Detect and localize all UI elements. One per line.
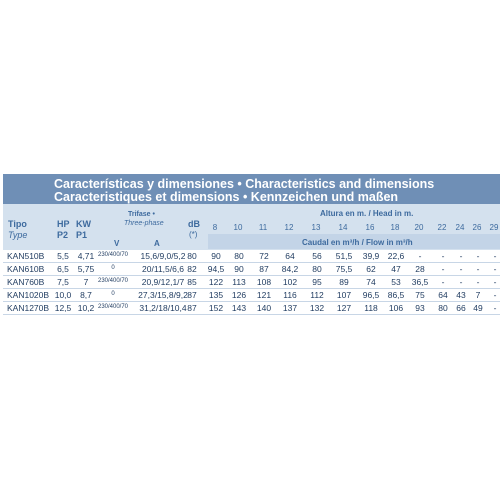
cell-flow: 108 — [256, 277, 272, 287]
cell-flow: - — [459, 277, 463, 287]
head-value: 24 — [455, 223, 465, 232]
cell-flow: - — [476, 251, 480, 261]
cell-flow: 132 — [309, 303, 325, 313]
cell-flow: 84,2 — [281, 264, 299, 274]
cell-flow: - — [493, 303, 497, 313]
cell-hp: 12,5 — [54, 303, 72, 313]
cell-flow: 112 — [310, 290, 324, 300]
cell-db: 85 — [187, 277, 197, 287]
cell-kw: 7 — [83, 277, 89, 287]
cell-flow: 113 — [232, 277, 246, 287]
cell-flow: 53 — [391, 277, 401, 287]
table-row — [3, 276, 500, 289]
cell-type: KAN1020B — [7, 290, 50, 300]
table-row — [3, 289, 500, 302]
header-altura: Altura en m. / Head in m. — [320, 209, 414, 218]
head-value: 14 — [338, 223, 348, 232]
cell-a: 15,6/9,0/5,2 — [140, 251, 186, 261]
cell-a: 27,3/15,8/9,2 — [138, 290, 188, 300]
cell-db: 87 — [187, 303, 197, 313]
header-p2: P2 — [57, 230, 69, 240]
cell-hp: 10,0 — [54, 290, 72, 300]
cell-flow: 36,5 — [411, 277, 429, 287]
cell-flow: 94,5 — [207, 264, 225, 274]
cell-flow: 80 — [234, 251, 244, 261]
cell-v: 230/400/70 — [97, 304, 129, 310]
cell-flow: 47 — [391, 264, 401, 274]
header-a: A — [154, 239, 160, 248]
cell-kw: 8,7 — [80, 290, 92, 300]
header-v: V — [114, 239, 120, 248]
cell-type: KAN510B — [7, 251, 45, 261]
cell-flow: 22,6 — [387, 251, 405, 261]
cell-flow: 64 — [438, 290, 448, 300]
cell-flow: 152 — [208, 303, 224, 313]
cell-flow: 121 — [256, 290, 272, 300]
head-value: 13 — [311, 223, 321, 232]
cell-flow: 95 — [312, 277, 322, 287]
cell-flow: 118 — [364, 303, 378, 313]
head-value: 18 — [390, 223, 400, 232]
cell-type: KAN610B — [7, 264, 45, 274]
table-row — [3, 302, 500, 315]
cell-flow: - — [459, 264, 463, 274]
header-tipo: Tipo — [8, 219, 27, 229]
cell-hp: 5,5 — [57, 251, 69, 261]
cell-flow: 126 — [231, 290, 247, 300]
head-value: 11 — [258, 223, 268, 232]
head-value: 16 — [365, 223, 375, 232]
header-hp: HP — [57, 219, 70, 229]
cell-flow: - — [441, 264, 445, 274]
cell-flow: 106 — [388, 303, 404, 313]
header-trifase: Trifase • — [128, 211, 155, 218]
cell-kw: 5,75 — [77, 264, 95, 274]
cell-hp: 7,5 — [57, 277, 69, 287]
cell-a: 20,9/12,1/7 — [141, 277, 185, 287]
cell-flow: 90 — [234, 264, 244, 274]
title-banner — [3, 174, 500, 204]
cell-flow: 39,9 — [362, 251, 380, 261]
cell-flow: 80 — [312, 264, 322, 274]
cell-hp: 6,5 — [57, 264, 69, 274]
title-line-1: Características y dimensiones • Characteristics and dimensions — [54, 177, 435, 191]
cell-flow: 116 — [283, 290, 297, 300]
header-db-sub: (*) — [189, 230, 198, 239]
cell-flow: 28 — [415, 264, 425, 274]
cell-flow: 127 — [336, 303, 352, 313]
cell-flow: 49 — [473, 303, 483, 313]
cell-flow: 107 — [336, 290, 352, 300]
cell-flow: 102 — [282, 277, 298, 287]
cell-a: 20/11,5/6,6 — [142, 264, 184, 274]
cell-a: 31,2/18/10,4 — [139, 303, 187, 313]
cell-db: 80 — [187, 251, 197, 261]
header-type: Type — [8, 230, 28, 240]
head-value: 26 — [472, 223, 482, 232]
head-value: 29 — [489, 223, 499, 232]
cell-flow: 74 — [366, 277, 376, 287]
header-three-phase: Three-phase — [124, 220, 164, 227]
data-table-body — [3, 250, 500, 315]
header-p1: P1 — [76, 230, 88, 240]
cell-flow: 51,5 — [335, 251, 353, 261]
head-value: 22 — [437, 223, 447, 232]
cell-flow: 93 — [415, 303, 425, 313]
header-caudal: Caudal en m³/h / Flow in m³/h — [302, 238, 413, 247]
cell-flow: 66 — [456, 303, 466, 313]
cell-flow: 137 — [282, 303, 298, 313]
head-value: 12 — [284, 223, 294, 232]
cell-flow: 64 — [285, 251, 295, 261]
cell-v: 230/400/70 — [97, 252, 129, 258]
cell-flow: 96,5 — [362, 290, 380, 300]
cell-flow: 89 — [339, 277, 349, 287]
cell-type: KAN760B — [7, 277, 45, 287]
cell-kw: 4,71 — [77, 251, 95, 261]
cell-flow: 75,5 — [335, 264, 353, 274]
cell-v: 230/400/70 — [97, 278, 129, 284]
cell-flow: - — [493, 277, 497, 287]
cell-flow: 140 — [256, 303, 272, 313]
cell-flow: - — [459, 251, 463, 261]
cell-flow: - — [493, 290, 497, 300]
cell-type: KAN1270B — [7, 303, 50, 313]
cell-flow: - — [493, 264, 497, 274]
title-line-2: Caracteristiques et dimensions • Kennzeichen und maßen — [54, 190, 399, 204]
cell-flow: - — [418, 251, 422, 261]
cell-kw: 10,2 — [77, 303, 95, 313]
cell-flow: 80 — [438, 303, 448, 313]
cell-flow: - — [476, 264, 480, 274]
cell-flow: 75 — [415, 290, 425, 300]
cell-flow: 135 — [208, 290, 224, 300]
cell-flow: 72 — [259, 251, 269, 261]
cell-flow: 86,5 — [387, 290, 405, 300]
head-value: 8 — [212, 223, 218, 232]
cell-flow: - — [476, 277, 480, 287]
cell-flow: 87 — [259, 264, 269, 274]
cell-flow: - — [441, 277, 445, 287]
table-row — [3, 263, 500, 276]
cell-flow: 56 — [312, 251, 322, 261]
cell-flow: 143 — [231, 303, 247, 313]
cell-flow: 90 — [211, 251, 221, 261]
cell-db: 82 — [187, 264, 197, 274]
cell-flow: 62 — [366, 264, 376, 274]
cell-flow: - — [493, 251, 497, 261]
cell-v: 0 — [111, 291, 115, 297]
cell-v: 0 — [111, 265, 115, 271]
cell-db: 87 — [187, 290, 197, 300]
table-row — [3, 250, 500, 263]
header-db: dB — [188, 219, 200, 229]
head-value: 20 — [414, 223, 424, 232]
cell-flow: 122 — [208, 277, 224, 287]
cell-flow: 7 — [475, 290, 481, 300]
cell-flow: - — [441, 251, 445, 261]
head-value: 10 — [233, 223, 243, 232]
cell-flow: 43 — [456, 290, 466, 300]
header-kw: KW — [76, 219, 91, 229]
